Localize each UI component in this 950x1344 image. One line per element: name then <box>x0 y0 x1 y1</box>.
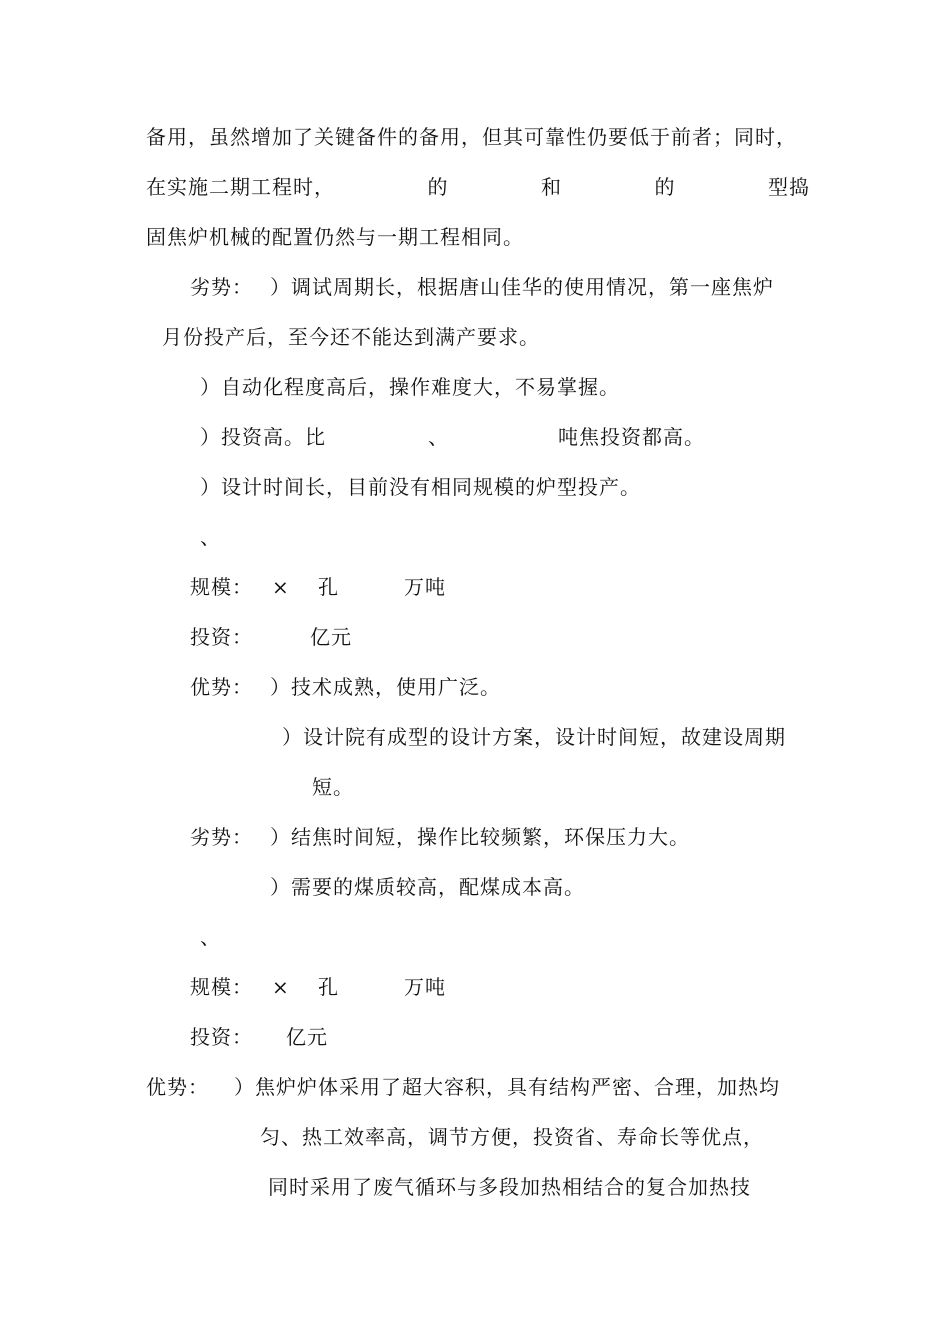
text-line: ）结焦时间短，操作比较频繁，环保压力大。 <box>270 825 690 849</box>
section-separator: 、 <box>200 925 221 949</box>
text-fragment: 的 <box>427 175 449 199</box>
times-sign: × <box>272 975 290 999</box>
text-line: ）设计时间长，目前没有相同规模的炉型投产。 <box>200 475 641 499</box>
label-scale: 规模： <box>190 975 253 999</box>
label-investment: 投资： <box>190 1025 253 1049</box>
unit-kong: 孔 <box>318 575 339 599</box>
unit-kong: 孔 <box>318 975 339 999</box>
times-sign: × <box>272 575 290 599</box>
unit-yiyuan: 亿元 <box>310 625 352 649</box>
text-line: 短。 <box>312 775 354 799</box>
text-line: ）技术成熟，使用广泛。 <box>270 675 501 699</box>
label-disadvantage: 劣势： <box>190 825 253 849</box>
label-advantage: 优势： <box>146 1075 209 1099</box>
text-line: ）焦炉炉体采用了超大容积，具有结构严密、合理，加热均 <box>234 1075 780 1099</box>
text-line: 月份投产后，至今还不能达到满产要求。 <box>162 325 540 349</box>
text-line <box>146 175 810 199</box>
text-line: ）调试周期长，根据唐山佳华的使用情况，第一座焦炉 <box>270 275 774 299</box>
text-line: ）自动化程度高后，操作难度大，不易掌握。 <box>200 375 620 399</box>
unit-yiyuan: 亿元 <box>286 1025 328 1049</box>
text-fragment: 型捣 <box>768 175 810 199</box>
text-fragment: 在实施二期工程时， <box>146 175 335 199</box>
text-line: 备用，虽然增加了关键备件的备用，但其可靠性仍要低于前者；同时， <box>146 125 797 149</box>
text-line: 固焦炉机械的配置仍然与一期工程相同。 <box>146 225 524 249</box>
text-line: 匀、热工效率高，调节方便，投资省、寿命长等优点， <box>260 1125 764 1149</box>
text-fragment: 吨焦投资都高。 <box>558 425 705 449</box>
label-scale: 规模： <box>190 575 253 599</box>
text-line: ）设计院有成型的设计方案，设计时间短，故建设周期 <box>282 725 786 749</box>
section-separator: 、 <box>200 525 221 549</box>
text-fragment: 、 <box>428 425 449 449</box>
text-fragment: ）投资高。比 <box>200 425 326 449</box>
text-line: 同时采用了废气循环与多段加热相结合的复合加热技 <box>268 1175 751 1199</box>
text-fragment: 的 <box>654 175 676 199</box>
label-disadvantage: 劣势： <box>190 275 253 299</box>
label-advantage: 优势： <box>190 675 253 699</box>
unit-wandun: 万吨 <box>404 575 446 599</box>
text-fragment: 和 <box>541 175 562 199</box>
unit-wandun: 万吨 <box>404 975 446 999</box>
text-line: ）需要的煤质较高，配煤成本高。 <box>270 875 585 899</box>
label-investment: 投资： <box>190 625 253 649</box>
